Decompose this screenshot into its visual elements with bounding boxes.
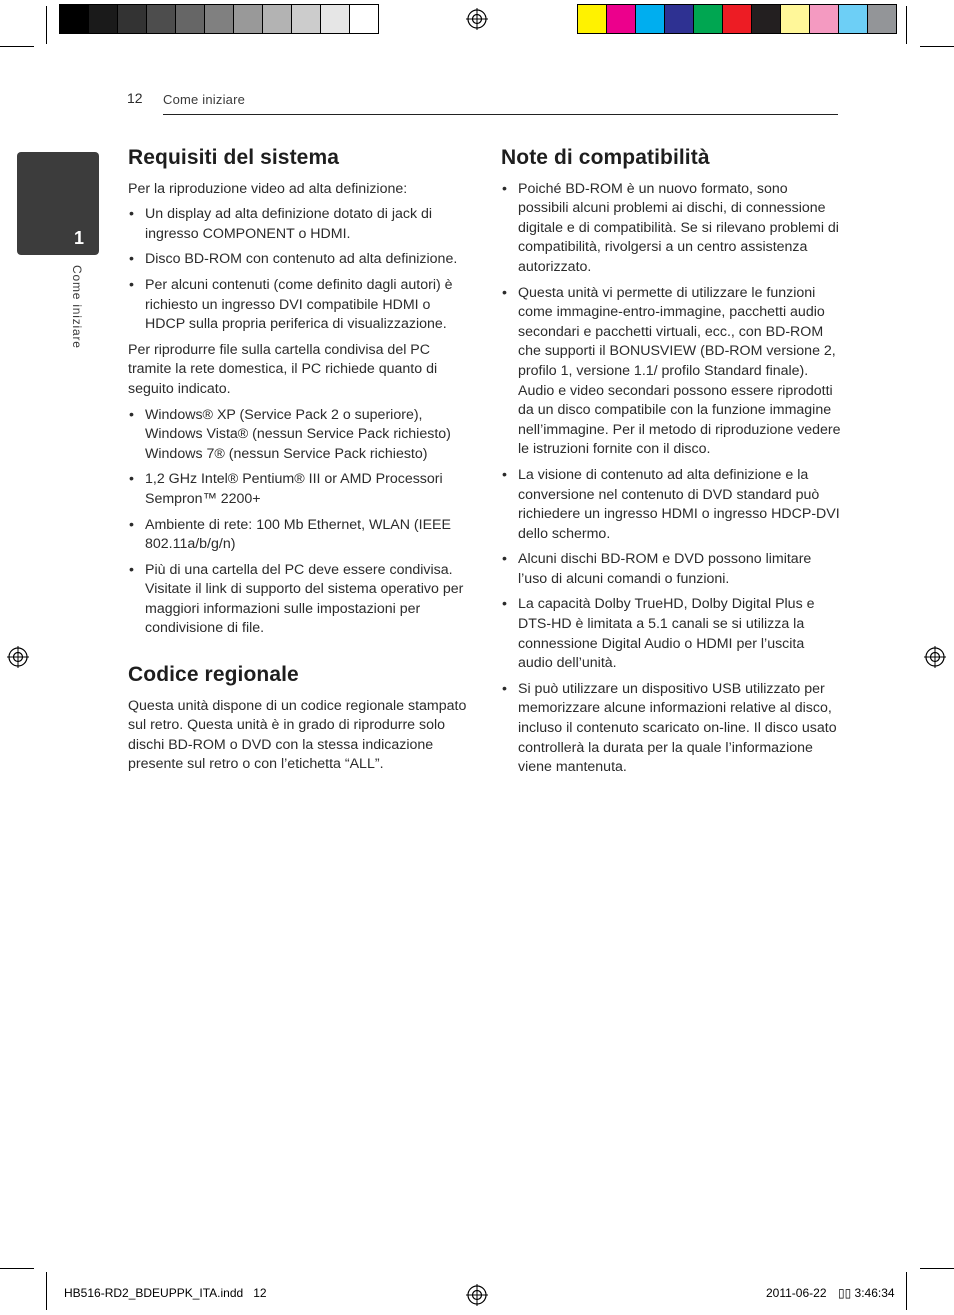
color-swatch	[636, 5, 665, 33]
paragraph: Per riprodurre file sulla cartella condivisa del PC tramite la rete domestica, il PC richiede quanto di seguito indicato.	[128, 341, 438, 397]
header-rule	[163, 114, 838, 115]
crop-mark	[920, 1268, 954, 1269]
color-swatch	[723, 5, 752, 33]
color-swatch	[665, 5, 694, 33]
paragraph: Questa unità dispone di un codice regionale stampato sul retro. Questa unità è in grado di riprodurre solo dischi BD-ROM o DVD con la stessa indicazione presente sul retro o con l’etichetta “ALL”.	[128, 697, 467, 773]
footer-file-name: HB516-RD2_BDEUPPK_ITA.indd 12	[64, 1286, 267, 1300]
crop-mark	[0, 1268, 34, 1269]
color-swatch	[752, 5, 781, 33]
color-swatch	[89, 5, 118, 33]
list-item: • Alcuni dischi BD-ROM e DVD possono limitare l’uso di alcuni comandi o funzioni.	[501, 550, 841, 589]
list-item: • Si può utilizzare un dispositivo USB utilizzato per memorizzare alcune informazioni relative al disco, incluso il contenuto scaricato on-line. Il disco usato controllerà la durata per la quale l’informazione viene mantenuta.	[501, 680, 841, 778]
bullet-list	[128, 406, 473, 640]
registration-mark-icon	[466, 1284, 488, 1306]
color-swatch	[868, 5, 896, 33]
list-item: • Più di una cartella del PC deve essere condivisa. Visitate il link di supporto del sistema operativo per maggiori informazioni sulle impostazioni per condivisione di file.	[128, 561, 473, 639]
color-swatch	[350, 5, 378, 33]
footer-date: 2011-06-22	[766, 1286, 827, 1300]
section-heading: Codice regionale	[128, 663, 299, 687]
color-swatch	[118, 5, 147, 33]
section-heading: Requisiti del sistema	[128, 146, 340, 169]
paragraph: Per la riproduzione video ad alta definizione:	[128, 180, 408, 197]
registration-mark-icon	[7, 646, 29, 668]
color-swatch	[234, 5, 263, 33]
list-item: • La visione di contenuto ad alta definizione e la conversione nel contenuto di DVD standard può richiedere un ingresso HDMI o ingresso HDCP-DVI dello schermo.	[501, 466, 841, 544]
chapter-number: 1	[74, 228, 85, 248]
system-requirements-section	[128, 148, 473, 639]
crop-mark	[46, 6, 47, 44]
registration-mark-icon	[466, 8, 488, 30]
color-swatch	[781, 5, 810, 33]
list-item: • Questa unità vi permette di utilizzare le funzioni come immagine-entro-immagine, pacchetti audio secondari e pacchetti virtuali, ecc., con BD-ROM che supporti il BONUSVIEW (BD-ROM versione 2, profilo 1, versione 1.1/ profilo Standard finale). Audio e video secondari possono essere riprodotti da un disco compatibile con la funzione immagine nell’immagine. Per il metodo di riproduzione vedere le istruzioni fornite con il disco.	[501, 284, 841, 460]
color-swatch	[263, 5, 292, 33]
chapter-label: Come iniziare	[70, 265, 84, 349]
page-number: 12	[127, 90, 143, 106]
registration-mark-icon	[924, 646, 946, 668]
color-swatch	[176, 5, 205, 33]
bullet-list	[501, 180, 841, 778]
chapter-tab	[17, 152, 99, 255]
color-swatch	[578, 5, 607, 33]
running-header-title: Come iniziare	[163, 92, 246, 107]
color-swatch	[147, 5, 176, 33]
color-swatch	[60, 5, 89, 33]
list-item: • Windows® XP (Service Pack 2 o superiore), Windows Vista® (nessun Service Pack richiesto) Windows 7® (nessun Service Pack richiesto)	[128, 406, 473, 465]
color-swatch	[694, 5, 723, 33]
color-swatch	[607, 5, 636, 33]
list-item: • Un display ad alta definizione dotato di jack di ingresso COMPONENT o HDMI.	[128, 205, 473, 244]
color-swatch	[839, 5, 868, 33]
crop-mark	[906, 6, 907, 44]
list-item: • 1,2 GHz Intel® Pentium® III or AMD Processori Sempron™ 2200+	[128, 470, 473, 509]
color-swatch	[810, 5, 839, 33]
right-column	[501, 148, 841, 784]
crop-mark	[0, 46, 34, 47]
bullet-list	[128, 205, 473, 335]
process-color-bar	[577, 4, 897, 34]
color-swatch	[205, 5, 234, 33]
section-heading: Note di compatibilità	[501, 146, 710, 169]
color-swatch	[321, 5, 350, 33]
color-swatch	[292, 5, 321, 33]
list-item: • Ambiente di rete: 100 Mb Ethernet, WLAN (IEEE 802.11a/b/g/n)	[128, 516, 473, 555]
footer-time: ▯▯ 3:46:34	[838, 1286, 895, 1300]
crop-mark	[46, 1272, 47, 1310]
list-item: • Per alcuni contenuti (come definito dagli autori) è richiesto un ingresso DVI compatibile HDMI o HDCP sulla propria periferica di visualizzazione.	[128, 276, 473, 335]
list-item: • La capacità Dolby TrueHD, Dolby Digital Plus e DTS-HD è limitata a 5.1 canali se si utilizza la connessione Digital Audio o HDMI per l’uscita audio dell’unità.	[501, 595, 841, 673]
crop-mark	[920, 46, 954, 47]
crop-mark	[906, 1272, 907, 1310]
list-item: • Disco BD-ROM con contenuto ad alta definizione.	[128, 250, 473, 270]
compatibility-notes-section	[501, 148, 841, 778]
grayscale-color-bar	[59, 4, 379, 34]
list-item: • Poiché BD-ROM è un nuovo formato, sono possibili alcuni problemi ai dischi, di connessione digitale e di compatibilità. Se si rilevano problemi di compatibilità, rivolgersi a un centro assistenza autorizzato.	[501, 180, 841, 278]
left-column	[128, 148, 473, 781]
region-code-section	[128, 665, 473, 775]
